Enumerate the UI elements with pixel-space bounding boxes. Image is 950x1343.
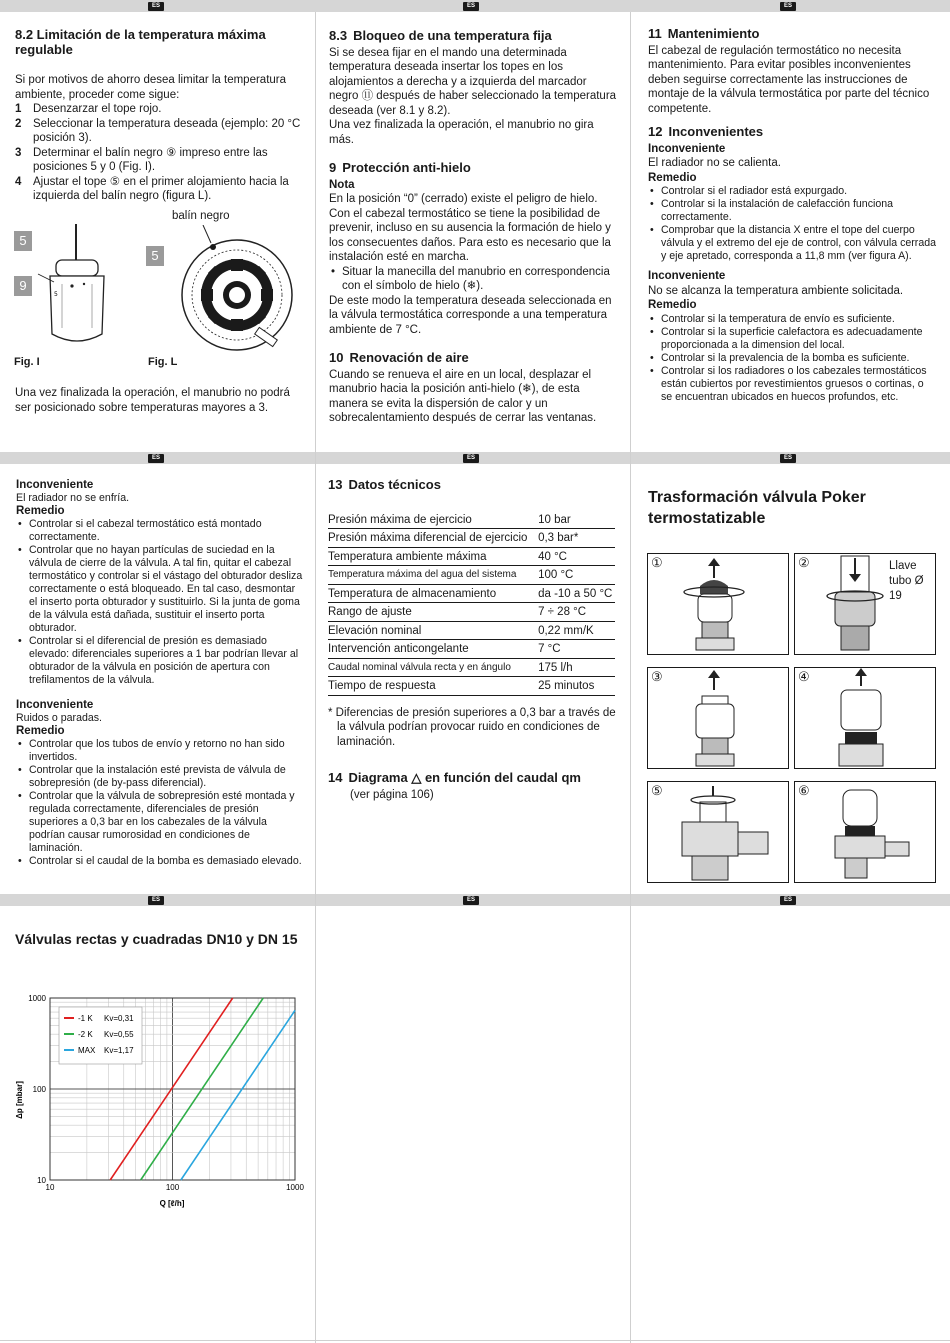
bullet-list	[329, 265, 617, 294]
step-1-illustration	[648, 554, 788, 654]
lang-tag: ES	[463, 2, 479, 11]
table-row: Temperatura máxima del agua del sistema 100 °C	[328, 566, 615, 585]
column-top-middle	[329, 29, 617, 426]
lang-tag: ES	[148, 896, 164, 905]
bullet-list	[16, 518, 304, 687]
remedy-heading: Remedio	[648, 171, 697, 184]
issue-heading: Inconveniente	[16, 479, 94, 491]
list-item: • Controlar si el caudal de la bomba es demasiado elevado.	[16, 855, 304, 868]
step-box-2: ② Llave tubo Ø 19	[794, 553, 936, 655]
column-divider	[630, 12, 631, 1343]
tag-9: 9	[14, 276, 32, 296]
y-tick-label: 100	[32, 1085, 46, 1094]
step-box-4: ④	[794, 667, 936, 769]
remedy-heading: Remedio	[16, 505, 65, 517]
table-row: Temperatura ambiente máxima 40 °C	[328, 547, 615, 566]
section-title: 14 Diagrama △ en función del caudal qm	[328, 770, 581, 785]
section-8-2-outro	[15, 386, 305, 415]
y-tick-label: 1000	[28, 994, 46, 1003]
section-title: 8.2 Limitación de la temperatura máxima regulable	[15, 27, 266, 57]
legend-series-name: MAX	[78, 1046, 96, 1055]
remedy-heading: Remedio	[16, 725, 65, 737]
chart-title: Válvulas rectas y cuadradas DN10 y DN 15	[15, 931, 298, 947]
list-item: • Comprobar que la distancia X entre el tope del cuerpo válvula y el extremo del eje de control, con válvula cerrada y eje apretado, corresponda a 11,8 mm (ver figura A).	[648, 224, 936, 263]
pressure-drop-chart	[10, 985, 305, 1210]
lang-tag: ES	[780, 454, 796, 463]
paragraph: El cabezal de regulación termostático no necesita mantenimiento. Para evitar posibles inconvenientes deben seguirse correctamente las instrucciones de montaje de la válvula termostática por parte del técnico competente.	[648, 44, 930, 115]
list-item: • Controlar que no hayan partículas de suciedad en la válvula de cierre de la válvula. A tal fin, quitar el cabezal termostático y controlar si el vástago del obturador desliza correctamente o está bloqueado. En tal caso, desmontar el inserto porta obturador y sustituirlo. Si la junta de goma de la válvula está dañada, sustituir el inserto porta obturador.	[16, 544, 304, 635]
step-4-illustration	[795, 668, 935, 768]
paragraph: Si por motivos de ahorro desea limitar la temperatura ambiente, proceder come sigue:	[15, 74, 287, 101]
legend-series-name: -2 K	[78, 1030, 93, 1039]
x-axis-label: Q [ℓ/h]	[159, 1199, 185, 1208]
section-title: 9 Protección anti-hielo	[329, 160, 471, 175]
tech-data-table	[328, 511, 615, 696]
y-axis-label: Δp [mbar]	[15, 1081, 24, 1119]
list-item: 1 Desenzarzar el tope rojo.	[15, 103, 162, 115]
footnote: * Diferencias de presión superiores a 0,3 bar a través de la válvula podrían provocar ruido en condiciones de laminación.	[328, 706, 616, 748]
paragraph: El radiador no se calienta.	[648, 157, 781, 169]
list-item: • Controlar si la instalación de calefacción funciona correctamente.	[648, 198, 936, 224]
list-item: • Controlar si la prevalencia de la bomba es suficiente.	[648, 352, 936, 365]
list-item: • Controlar si la temperatura de envío es suficiente.	[648, 313, 936, 326]
poker-title: Trasformación válvula Poker termostatizable	[648, 489, 866, 527]
wrench-label: Llave tubo Ø 19	[889, 560, 924, 602]
issue-heading: Inconveniente	[648, 270, 726, 282]
paragraph: Si se desea fijar en el mando una determinada temperatura deseada insertar los topes en los alojamientos a derecha y a izquierda del marcador negro ⑪ después de haber seleccionado la temperatura deseada (ver 8.1 y 8.2).	[329, 46, 617, 117]
paragraph: De este modo la temperatura deseada seleccionada en la válvula termostática corresponde a una temperatura ambiente de 7 °C.	[329, 294, 612, 336]
tag-5: 5	[14, 231, 32, 251]
x-tick-label: 1000	[286, 1183, 304, 1192]
step-5-illustration	[648, 782, 788, 882]
list-item: • Controlar si el cabezal termostático está montado correctamente.	[16, 518, 304, 544]
legend-kv: Kv=0,31	[104, 1014, 134, 1023]
table-row: Rango de ajuste 7 ÷ 28 °C	[328, 603, 615, 622]
table-row: Caudal nominal válvula recta y en ángulo 175 l/h	[328, 658, 615, 677]
list-item: • Controlar si los radiadores o los cabezales termostáticos están cubiertos por revestimientos gruesos o cortinas, o se encuentran ubicados en huecos profundos, etc.	[648, 365, 936, 404]
table-row: Elevación nominal 0,22 mm/K	[328, 621, 615, 640]
bottom-divider	[0, 1340, 950, 1341]
section-title: 12 Inconvenientes	[648, 124, 764, 139]
paragraph: En la posición “0” (cerrado) existe el peligro de hielo. Con el cabezal termostático se tiene la posibilidad de prevenir, incluso en su ausencia la formación de hielo y los consecuentes daños. Para esto es necesario que la instalación esté en marcha.	[329, 193, 611, 263]
lang-tag: ES	[463, 896, 479, 905]
lang-tag: ES	[780, 896, 796, 905]
list-item: • Controlar si el radiador está expurgado.	[648, 185, 936, 198]
paragraph: Una vez finalizada la operación, el manubrio no gira más.	[329, 119, 594, 146]
list-item: 3 Determinar el balín negro ⑨ impreso entre las posiciones 5 y 0 (Fig. I).	[15, 146, 268, 173]
step-6-illustration	[795, 782, 935, 882]
column-top-right	[648, 27, 936, 404]
list-item: • Controlar que los tubos de envío y retorno no han sido invertidos.	[16, 738, 304, 764]
section-title: 11 Mantenimiento	[648, 26, 760, 41]
x-tick-label: 100	[165, 1183, 180, 1192]
list-item: • Controlar que la válvula de sobrepresión esté montada y regulada correctamente, diferenciales de presión superiores a 0,3 bar en los cabezales de la válvula podrían causar rumorosidad en condiciones de laminación.	[16, 790, 304, 855]
step-list	[15, 102, 303, 204]
lang-tag: ES	[148, 2, 164, 11]
legend-kv: Kv=1,17	[104, 1046, 134, 1055]
thermostat-head-illustration	[36, 224, 116, 346]
lang-tag: ES	[148, 454, 164, 463]
column-mid-center	[328, 478, 618, 802]
lang-tag: ES	[780, 2, 796, 11]
list-item: 2 Seleccionar la temperatura deseada (ejemplo: 20 °C posición 3).	[15, 117, 301, 144]
figure-label: Fig. I	[14, 356, 40, 368]
step-box-5: ⑤	[647, 781, 789, 883]
note-heading: Nota	[329, 178, 355, 191]
remedy-heading: Remedio	[648, 299, 697, 311]
x-tick-label: 10	[45, 1183, 55, 1192]
bullet-list	[648, 185, 936, 263]
svg-text:5: 5	[54, 291, 58, 298]
issue-heading: Inconveniente	[648, 142, 726, 155]
paragraph: Ruidos o paradas.	[16, 712, 102, 724]
section-title: 13 Datos técnicos	[328, 477, 441, 492]
list-item: • Controlar si el diferencial de presión es demasiado elevado: diferenciales superiores a 1 bar podrían llevar al obturador de la válvula en posición de apertura con trefilamentos de la válvula.	[16, 635, 304, 687]
section-title: 10 Renovación de aire	[329, 350, 469, 365]
table-row: Tiempo de respuesta 25 minutos	[328, 677, 615, 696]
chart-legend	[59, 1007, 142, 1064]
dial-illustration	[175, 225, 300, 353]
column-divider	[315, 12, 316, 1343]
table-row: Presión máxima diferencial de ejercicio 0,3 bar*	[328, 529, 615, 548]
paragraph: El radiador no se enfría.	[16, 492, 130, 504]
column-mid-left	[16, 479, 304, 868]
step-box-3: ③	[647, 667, 789, 769]
tag-5: 5	[146, 246, 164, 266]
lang-tag: ES	[463, 454, 479, 463]
paragraph: Cuando se renueva el aire en un local, desplazar el manubrio hacia la posición anti-hielo (❄), de esta manera se evita la dispersión de calor y un sobrecalentamiento después de cerrar las ventanas.	[329, 368, 597, 424]
callout-label: balín negro	[172, 210, 230, 222]
step-3-illustration	[648, 668, 788, 768]
list-item: 4 Ajustar el tope ⑤ en el primer alojamiento hacia la izquierda del balín negro (figura L).	[15, 175, 289, 202]
list-item: • Controlar que la instalación esté prevista de válvula de sobrepresión (de by-pass diferencial).	[16, 764, 304, 790]
table-row: Presión máxima de ejercicio 10 bar	[328, 511, 615, 529]
bullet-list	[16, 738, 304, 868]
bullet-list	[648, 313, 936, 404]
section-title: 8.3 Bloqueo de una temperatura fija	[329, 28, 552, 43]
list-item: • Situar la manecilla del manubrio en correspondencia con el símbolo de hielo (❄).	[329, 265, 617, 294]
y-tick-label: 10	[37, 1176, 46, 1185]
issue-heading: Inconveniente	[16, 699, 94, 711]
step-box-1: ①	[647, 553, 789, 655]
paragraph: (ver página 106)	[350, 788, 434, 801]
section-8-2	[15, 28, 303, 204]
step-box-6: ⑥	[794, 781, 936, 883]
table-row: Intervención anticongelante 7 °C	[328, 640, 615, 659]
legend-series-name: -1 K	[78, 1014, 93, 1023]
legend-kv: Kv=0,55	[104, 1030, 134, 1039]
list-item: • Controlar si la superficie calefactora es adecuadamente proporcionada a la dimension del local.	[648, 326, 936, 352]
figure-label: Fig. L	[148, 356, 178, 368]
paragraph: No se alcanza la temperatura ambiente solicitada.	[648, 284, 904, 297]
paragraph: Una vez finalizada la operación, el manubrio no podrá ser posicionado sobre temperaturas mayores a 3.	[15, 387, 290, 414]
table-row: Temperatura de almacenamiento da -10 a 50 °C	[328, 584, 615, 603]
